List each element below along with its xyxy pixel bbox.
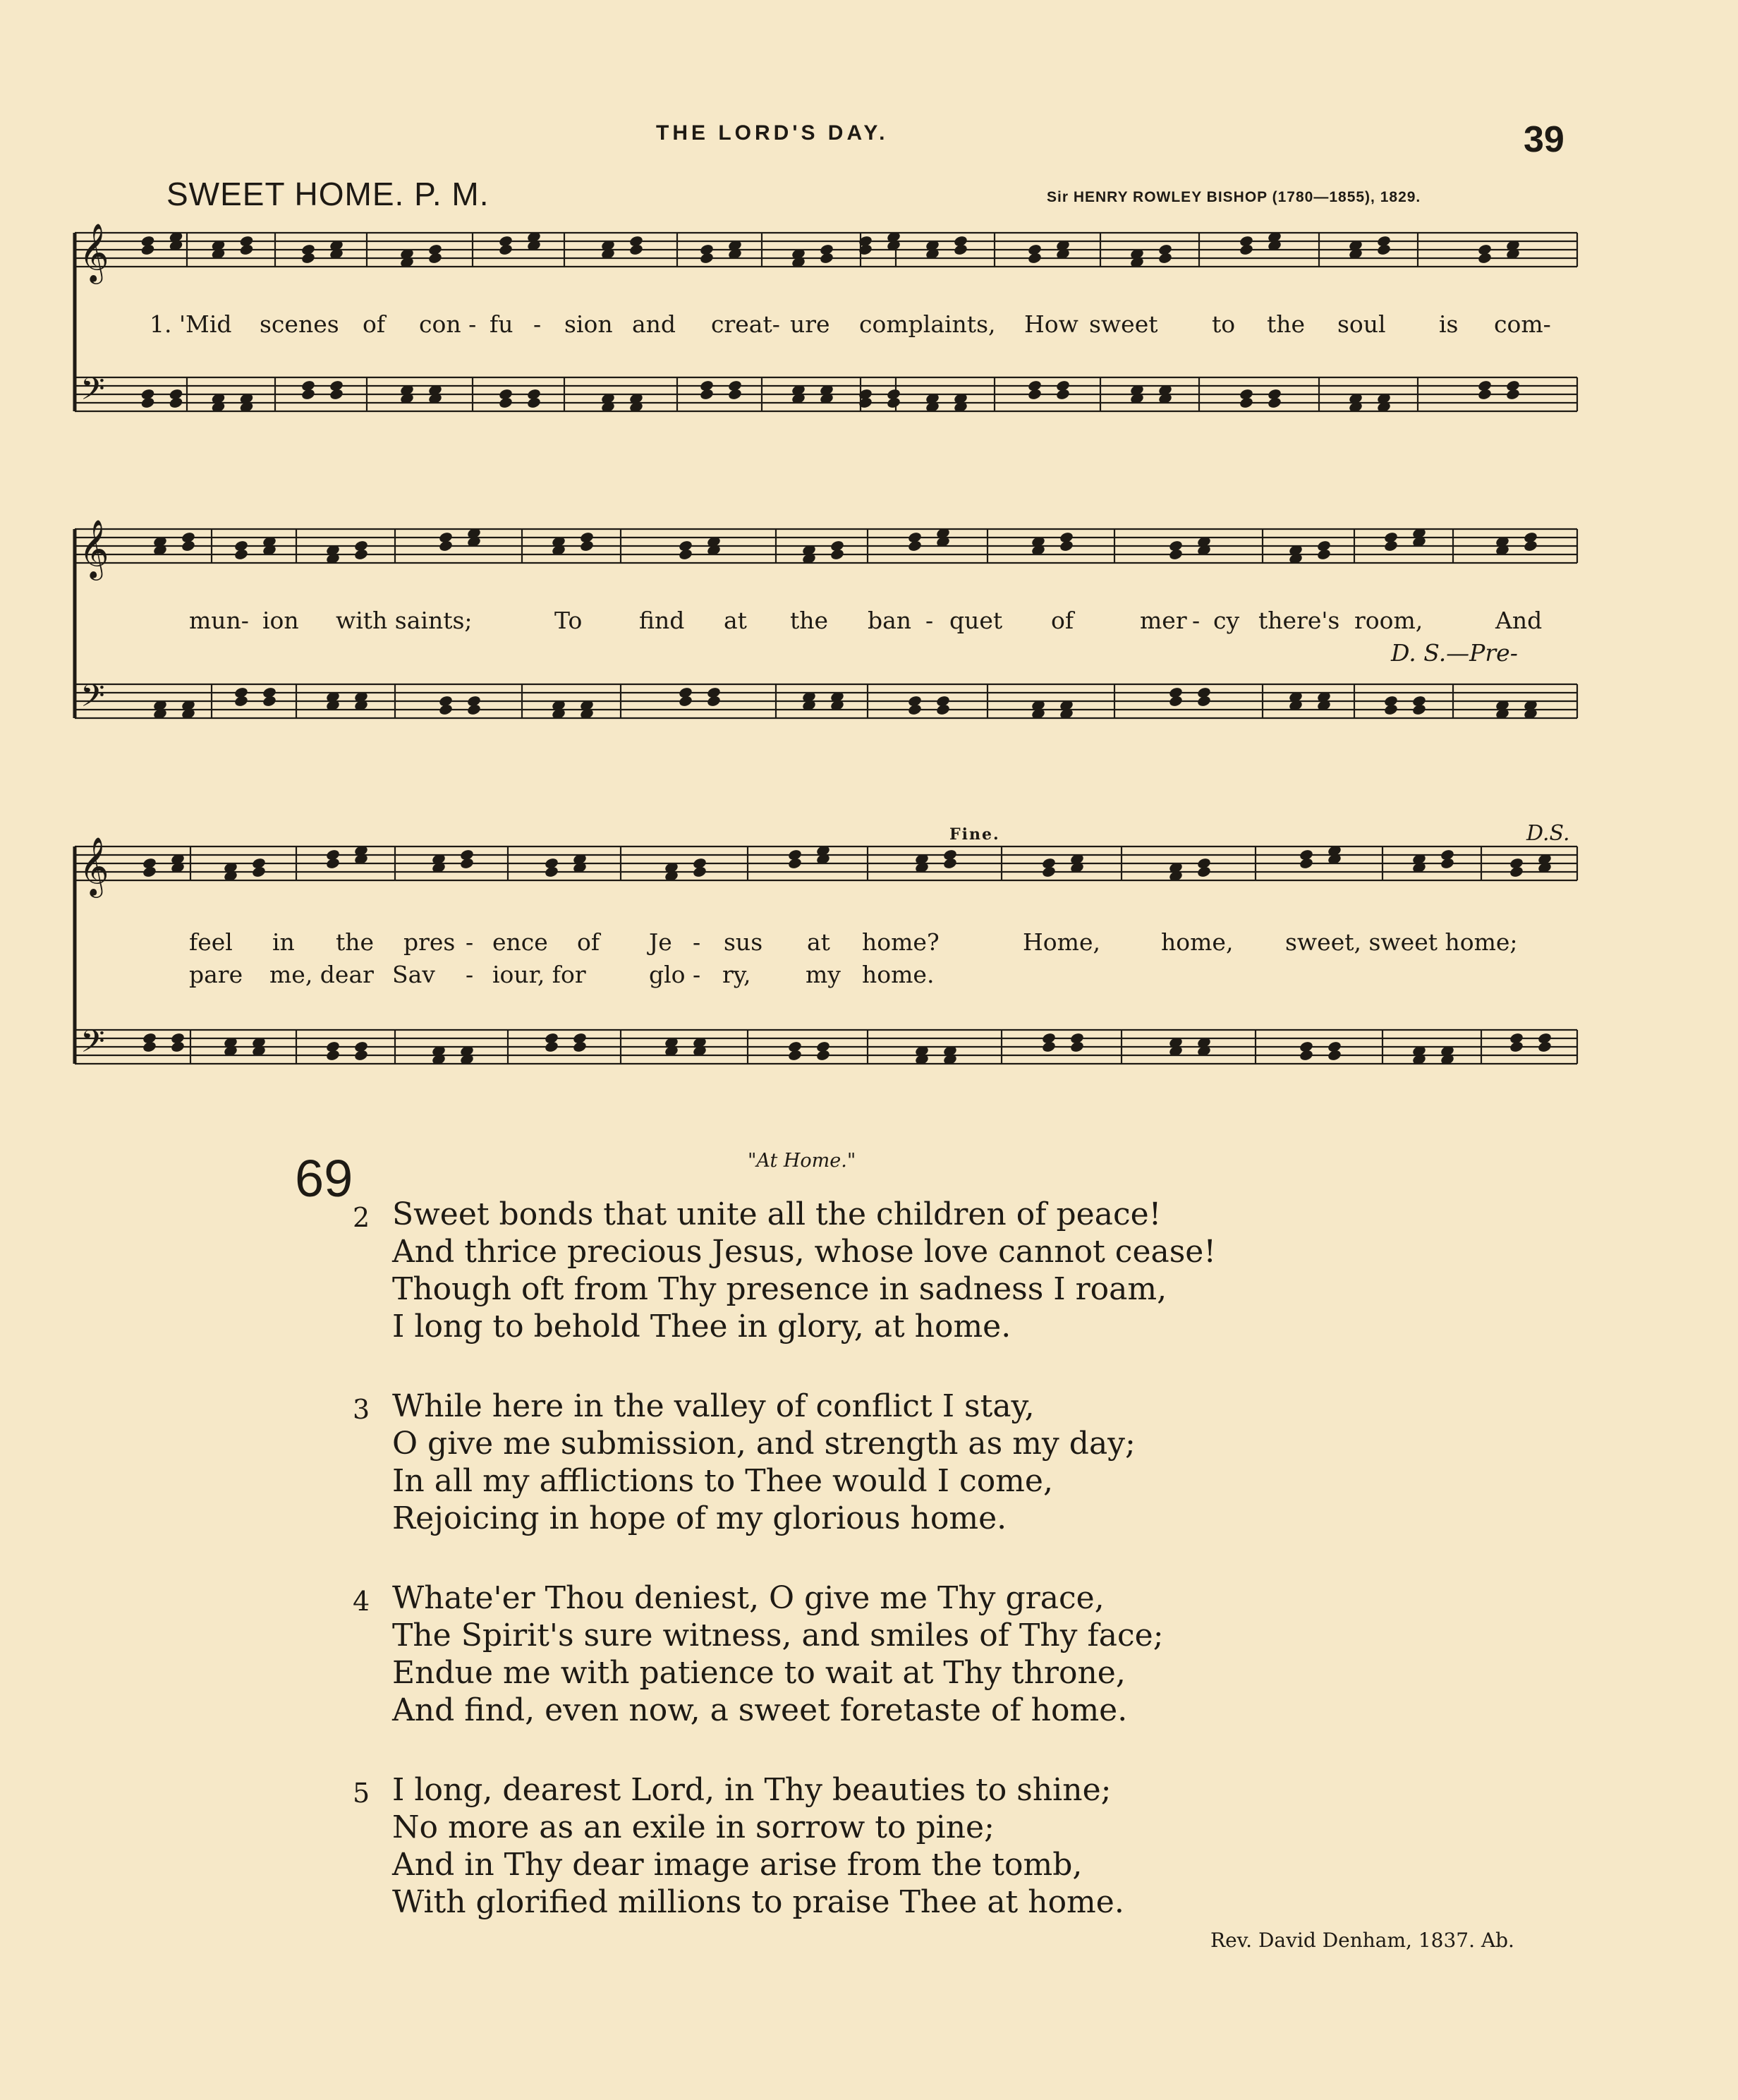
- note-head: [1440, 857, 1454, 870]
- note-head: [953, 243, 968, 256]
- note-head: [886, 396, 901, 409]
- lyric-syllable: How: [1024, 310, 1078, 338]
- note-head: [1509, 1040, 1524, 1053]
- note-head: [438, 703, 453, 716]
- note-head: [251, 866, 266, 878]
- verse-line: O give me submission, and strength as my day;: [392, 1426, 1136, 1462]
- note-head: [544, 866, 559, 878]
- lyric-syllable: To: [554, 607, 583, 634]
- note-head: [819, 252, 834, 265]
- ds-label: D.S.: [1526, 821, 1570, 846]
- lyric-syllable: of: [363, 310, 386, 338]
- note-head: [459, 857, 474, 870]
- note-head: [1376, 243, 1391, 256]
- treble-clef: 𝄞: [79, 222, 109, 281]
- verse-line: I long, dearest Lord, in Thy beauties to shine;: [392, 1772, 1112, 1808]
- note-head: [1509, 866, 1524, 878]
- verse-line: Though oft from Thy presence in sadness I roam,: [392, 1271, 1167, 1307]
- lyric-syllable: of: [577, 928, 600, 956]
- note-head: [329, 388, 344, 401]
- verse-line: Endue me with patience to wait at Thy throne,: [392, 1655, 1126, 1691]
- note-head: [935, 703, 950, 716]
- note-head: [1168, 548, 1183, 561]
- lyric-syllable: sion: [564, 310, 613, 338]
- verse-line: The Spirit's sure witness, and smiles of Thy face;: [392, 1618, 1164, 1653]
- lyric-syllable: with saints;: [336, 607, 473, 634]
- note-head: [498, 396, 513, 409]
- note-head: [1299, 857, 1313, 870]
- note-head: [942, 857, 957, 870]
- lyric-syllable: ence: [492, 928, 548, 956]
- lyric-syllable: at: [724, 607, 747, 634]
- note-head: [907, 540, 922, 552]
- verse-number: 3: [353, 1394, 370, 1425]
- lyric-syllable: -: [1192, 607, 1201, 634]
- verse-line: No more as an exile in sorrow to pine;: [392, 1809, 995, 1845]
- verse-line: Sweet bonds that unite all the children of peace!: [392, 1196, 1162, 1232]
- note-head: [678, 548, 693, 561]
- verse-number: 2: [353, 1202, 370, 1233]
- treble-clef: 𝄞: [79, 518, 109, 578]
- lyric-syllable: soul: [1337, 310, 1386, 338]
- note-head: [787, 1049, 802, 1062]
- note-head: [907, 703, 922, 716]
- note-head: [815, 1049, 830, 1062]
- note-head: [1383, 540, 1398, 552]
- tune-name: SWEET HOME. P. M.: [166, 176, 490, 212]
- note-head: [526, 396, 541, 409]
- lyric-syllable: iour, for: [492, 961, 586, 988]
- lyric-syllable: me, dear: [269, 961, 374, 988]
- bass-clef: 𝄢: [80, 677, 105, 722]
- verse-line: In all my afflictions to Thee would I come,: [392, 1463, 1053, 1499]
- note-head: [140, 396, 155, 409]
- note-head: [1059, 540, 1074, 552]
- note-head: [300, 388, 315, 401]
- note-head: [628, 243, 643, 256]
- note-head: [1041, 1040, 1056, 1053]
- note-head: [1027, 252, 1042, 265]
- lyric-syllable: -: [533, 310, 542, 338]
- note-head: [325, 857, 340, 870]
- note-head: [692, 866, 707, 878]
- note-head: [1168, 695, 1183, 708]
- note-head: [1267, 396, 1282, 409]
- note-head: [1383, 703, 1398, 716]
- note-head: [706, 695, 721, 708]
- note-head: [142, 1040, 157, 1053]
- lyric-syllable: -: [693, 928, 701, 956]
- lyric-syllable: sweet: [1089, 310, 1158, 338]
- note-head: [427, 252, 442, 265]
- note-head: [1299, 1049, 1313, 1062]
- note-head: [830, 548, 844, 561]
- clefs: [79, 222, 109, 1067]
- hymn-subtitle: "At Home.": [748, 1150, 856, 1172]
- note-head: [1327, 1049, 1342, 1062]
- note-head: [787, 857, 802, 870]
- lyric-syllable: mun-: [189, 607, 249, 634]
- verse-number: 5: [353, 1778, 370, 1809]
- note-head: [1027, 388, 1042, 401]
- note-head: [1041, 866, 1056, 878]
- lyric-syllable: ion: [262, 607, 299, 634]
- verse-number: 4: [353, 1586, 370, 1617]
- note-head: [466, 703, 481, 716]
- note-head: [699, 388, 714, 401]
- note-head: [1069, 1040, 1084, 1053]
- lyric-syllable: -: [466, 928, 474, 956]
- note-head: [1055, 388, 1070, 401]
- note-head: [1523, 540, 1538, 552]
- note-head: [140, 243, 155, 256]
- note-head: [233, 695, 248, 708]
- lyric-syllable: con -: [419, 310, 477, 338]
- lyric-syllable: in: [272, 928, 295, 956]
- lyric-syllable: home.: [862, 961, 935, 988]
- lyric-syllable: feel: [189, 928, 233, 956]
- note-head: [239, 243, 254, 256]
- lyric-syllable: the: [336, 928, 375, 956]
- lyric-syllable: pare: [189, 961, 243, 988]
- note-head: [1537, 1040, 1552, 1053]
- verse-line: Rejoicing in hope of my glorious home.: [392, 1500, 1007, 1536]
- lyric-syllable: com-: [1494, 310, 1551, 338]
- note-head: [170, 1040, 185, 1053]
- verse-line: And find, even now, a sweet foretaste of home.: [392, 1692, 1128, 1728]
- note-head: [699, 252, 714, 265]
- note-head: [572, 1040, 587, 1053]
- lyric-syllable: there's: [1258, 607, 1340, 634]
- note-head: [262, 695, 276, 708]
- ds-text: D. S.—Pre-: [1391, 639, 1518, 667]
- note-head: [498, 243, 513, 256]
- lyric-syllable: creat-: [711, 310, 780, 338]
- note-head: [1477, 252, 1492, 265]
- lyric-syllable: Je: [649, 928, 672, 956]
- note-head: [142, 866, 157, 878]
- note-head: [1157, 252, 1172, 265]
- note-head: [1196, 695, 1211, 708]
- lyric-syllable: fu: [490, 310, 514, 338]
- lyric-syllable: sweet, sweet home;: [1285, 928, 1518, 956]
- bass-clef: 𝄢: [80, 1023, 105, 1067]
- lyric-syllable: Home,: [1023, 928, 1100, 956]
- lyric-syllable: -: [925, 607, 934, 634]
- lyric-syllable: 1. 'Mid: [150, 310, 232, 338]
- lyric-syllable: the: [1267, 310, 1306, 338]
- lyric-syllable: glo: [649, 961, 686, 988]
- lyric-syllable: cy: [1213, 607, 1240, 634]
- lyric-syllable: ban: [868, 607, 912, 634]
- lyric-syllable: the: [790, 607, 829, 634]
- note-head: [353, 548, 368, 561]
- lyric-syllable: ure: [790, 310, 830, 338]
- note-head: [544, 1040, 559, 1053]
- note-head: [233, 548, 248, 561]
- lyric-syllable: And: [1495, 607, 1543, 634]
- note-head: [1196, 866, 1211, 878]
- hymn-number: 69: [295, 1149, 353, 1208]
- note-head: [181, 540, 195, 552]
- verse-line: And thrice precious Jesus, whose love cannot cease!: [392, 1234, 1217, 1270]
- verse-line: I long to behold Thee in glory, at home.: [392, 1309, 1011, 1345]
- lyric-syllable: home?: [862, 928, 940, 956]
- lyric-syllable: find: [639, 607, 685, 634]
- lyric-syllable: sus: [724, 928, 763, 956]
- lyric-syllable: mer: [1140, 607, 1187, 634]
- fine-label: Fine.: [949, 825, 1000, 844]
- lyric-syllable: my: [806, 961, 841, 988]
- lyric-syllable: scenes: [260, 310, 339, 338]
- note-head: [1505, 388, 1520, 401]
- hymn-author: Rev. David Denham, 1837. Ab.: [1210, 1929, 1514, 1952]
- lyric-syllable: quet: [949, 607, 1003, 634]
- note-head: [579, 540, 594, 552]
- note-head: [300, 252, 315, 265]
- lyric-syllable: home,: [1161, 928, 1234, 956]
- lyric-syllable: ry,: [722, 961, 751, 988]
- note-head: [1239, 243, 1253, 256]
- lyric-syllable: pres: [403, 928, 456, 956]
- page-header-title: THE LORD'S DAY.: [656, 121, 889, 145]
- lyric-syllable: of: [1051, 607, 1074, 634]
- verse-line: With glorified millions to praise Thee at home.: [392, 1884, 1124, 1920]
- verse-line: And in Thy dear image arise from the tomb,: [392, 1847, 1083, 1883]
- note-head: [353, 1049, 368, 1062]
- verse-line: While here in the valley of conflict I stay,: [392, 1388, 1035, 1424]
- note-head: [438, 540, 453, 552]
- bass-clef: 𝄢: [80, 370, 105, 415]
- note-head: [1316, 548, 1331, 561]
- lyric-syllable: room,: [1354, 607, 1423, 634]
- note-head: [727, 388, 742, 401]
- composer-credit: Sir HENRY ROWLEY BISHOP (1780—1855), 1829.: [1047, 189, 1421, 205]
- note-head: [1411, 703, 1426, 716]
- note-head: [169, 396, 183, 409]
- lyric-syllable: -: [466, 961, 474, 988]
- verse-line: Whate'er Thou deniest, O give me Thy grace,: [392, 1580, 1105, 1616]
- lyric-syllable: -: [693, 961, 701, 988]
- lyric-syllable: Sav: [392, 961, 435, 988]
- lyric-syllable: to: [1212, 310, 1236, 338]
- note-head: [1239, 396, 1253, 409]
- lyric-syllable: is: [1439, 310, 1459, 338]
- lyric-syllable: complaints,: [859, 310, 996, 338]
- note-head: [325, 1049, 340, 1062]
- note-head: [1477, 388, 1492, 401]
- lyric-syllable: and: [632, 310, 676, 338]
- page-number: 39: [1524, 119, 1564, 160]
- treble-clef: 𝄞: [79, 836, 109, 895]
- note-head: [678, 695, 693, 708]
- lyric-syllable: at: [807, 928, 830, 956]
